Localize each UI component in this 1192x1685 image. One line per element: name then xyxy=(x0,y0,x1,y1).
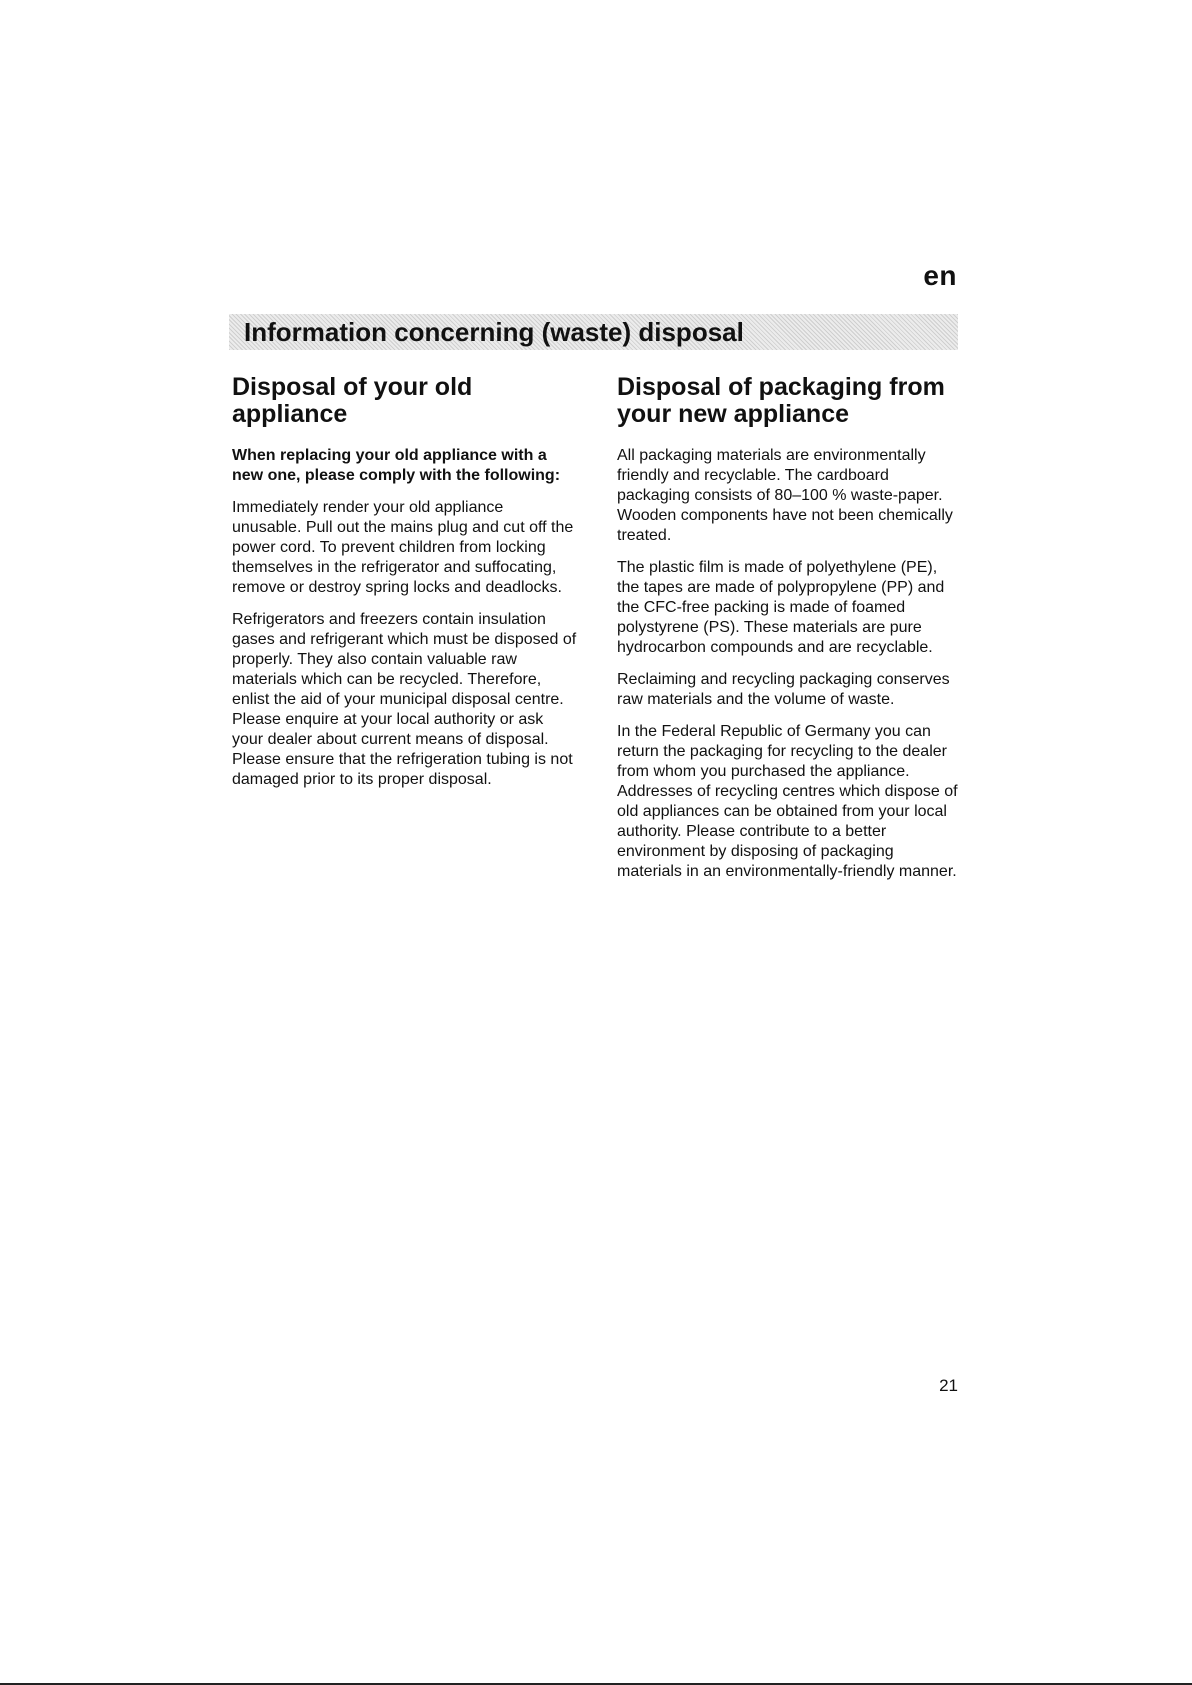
right-paragraph-1: All packaging materials are environmentally friendly and recyclable. The cardboard packaging consists of 80–100 % waste-paper. Wooden components have not been chemically treated. xyxy=(617,447,953,544)
section-title: Information concerning (waste) disposal xyxy=(244,317,744,347)
right-paragraph-2: The plastic film is made of polyethylene (PE), the tapes are made of polypropylene (PP) and the CFC-free packing is made of foamed polystyrene (PS). These materials are pure hydrocarbon compounds and are recyclable. xyxy=(617,559,945,656)
right-paragraph-4: In the Federal Republic of Germany you can return the packaging for recycling to the dealer from whom you purchased the appliance. Addresses of recycling centres which dispose of old appliances can be obtained from your local authority. Please contribute to a better environment by disposing of packaging materials in an environmentally-friendly manner. xyxy=(617,723,958,880)
left-paragraph-2: Refrigerators and freezers contain insulation gases and refrigerant which must be disposed of properly. They also contain valuable raw materials which can be recycled. Therefore, enlist the aid of your municipal disposal centre. Please enquire at your local authority or ask your dealer about current means of disposal. Please ensure that the refrigeration tubing is not damaged prior to its proper disposal. xyxy=(232,611,577,788)
right-paragraph-3: Reclaiming and recycling packaging conserves raw materials and the volume of waste. xyxy=(617,671,950,708)
page-number: 21 xyxy=(939,1376,958,1395)
left-column xyxy=(232,374,577,802)
right-column xyxy=(617,374,962,894)
left-column-heading: Disposal of your old appliance xyxy=(232,373,473,428)
section-title-bar xyxy=(229,314,958,350)
left-paragraph-1: Immediately render your old appliance unusable. Pull out the mains plug and cut off the power cord. To prevent children from locking themselves in the refrigerator and suffocating, remove or destroy spring locks and deadlocks. xyxy=(232,499,574,596)
right-column-heading: Disposal of packaging from your new appliance xyxy=(617,373,945,428)
language-tag: en xyxy=(923,260,957,291)
left-column-lead: When replacing your old appliance with a new one, please comply with the following: xyxy=(232,447,561,484)
